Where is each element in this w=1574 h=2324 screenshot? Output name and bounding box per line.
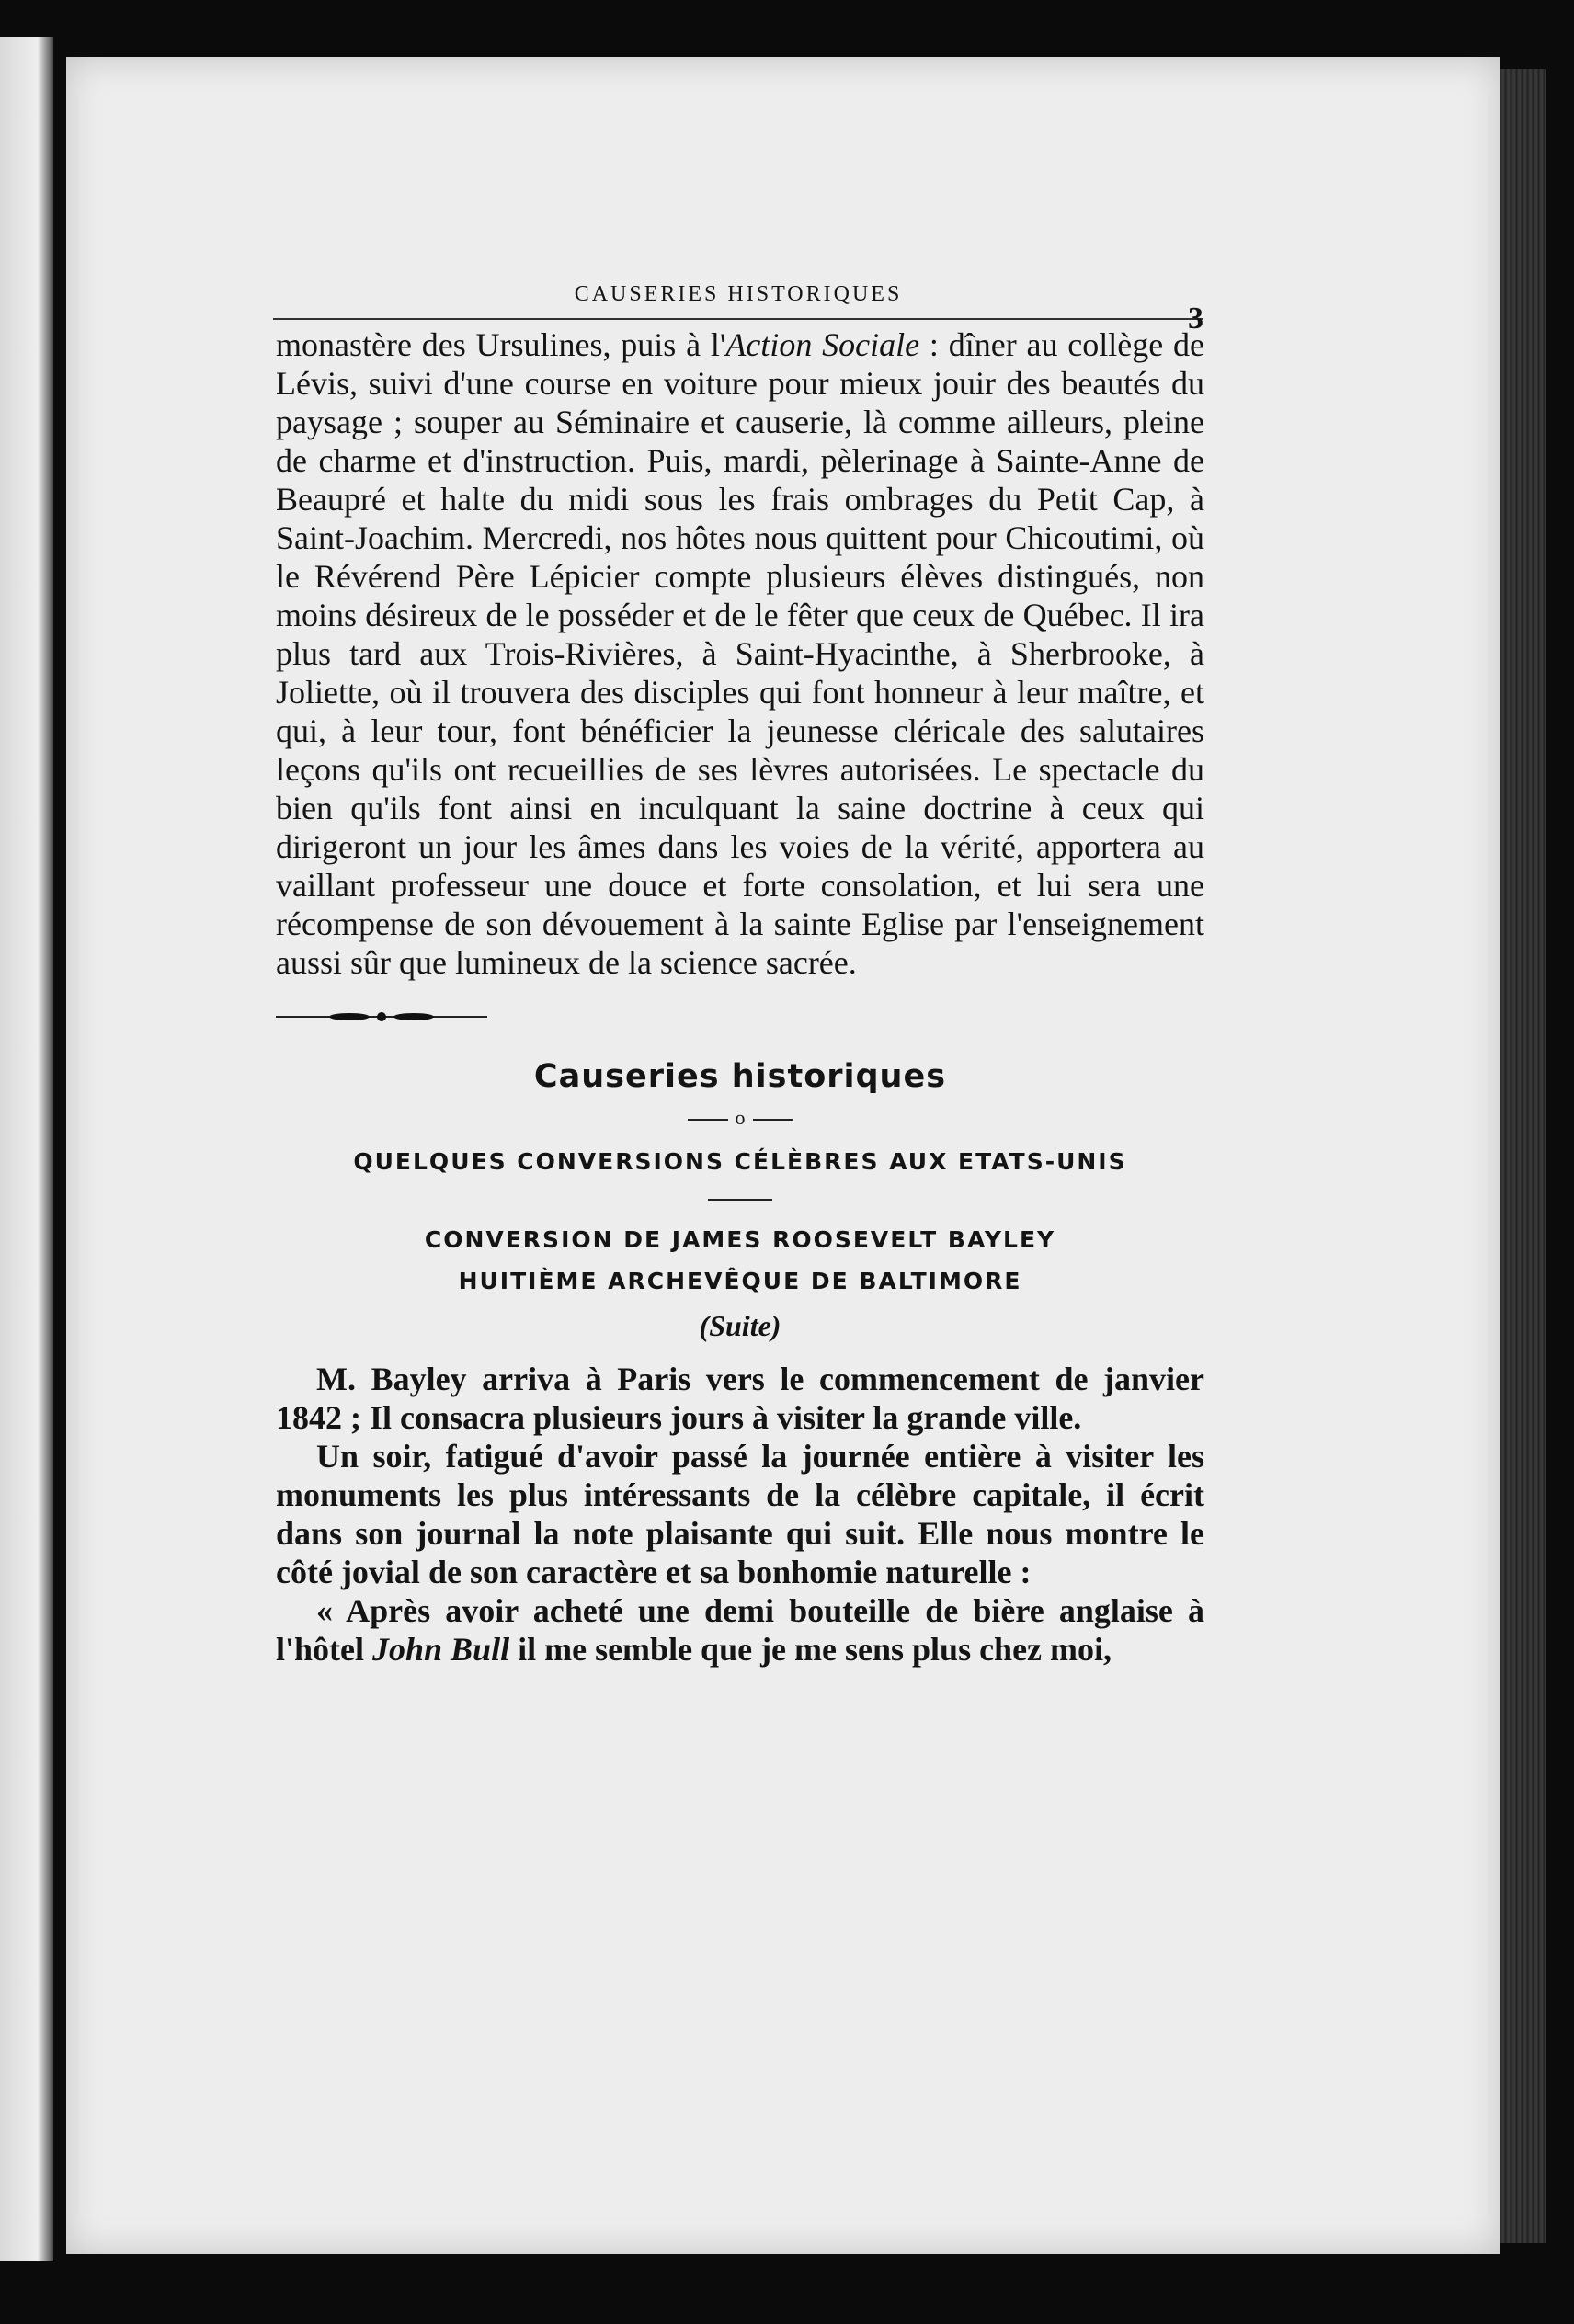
previous-page-edge — [0, 37, 53, 2261]
heading-conversion: CONVERSION DE JAMES ROOSEVELT BAYLEY — [424, 1226, 1056, 1253]
page-content — [276, 267, 1204, 1669]
section-subtitle: QUELQUES CONVERSIONS CÉLÈBRES AUX ETATS-UNIS — [353, 1148, 1127, 1175]
page-number: 3 — [1188, 302, 1203, 336]
intro-text-2: : dîner au collège de Lévis, suivi d'une course en voiture pour mieux jouir des beautés du paysage ; souper au Séminaire et causerie, là comme ailleurs, pleine de charme et d'instruction. Puis, mardi, pèlerinage à Sainte-Anne de Beaupré et halte du midi sous les frais ombrages du Petit Cap, à Saint-Joachim. Mercredi, nos hôtes nous quittent pour Chicoutimi, où le Révérend Père Lépicier compte plusieurs élèves distingués, non moins désireux de le posséder et de le fêter que ceux de Québec. Il ira plus tard aux Trois-Rivières, à Saint-Hyacinthe, à Sherbrooke, à Joliette, où il trouvera des disciples qui font honneur à leur maître, et qui, à leur tour, font bénéficier la jeunesse cléricale des salutaires leçons qu'ils ont recueillies de ses lèvres autorisées. Le spectacle du bien qu'ils font ainsi en inculquant la saine doctrine à ceux qui dirigeront un jour les âmes dans les voies de la vérité, apportera au vaillant professeur une douce et forte consolation, et lui sera une récompense de son dévouement à la sainte Eglise par l'enseignement aussi sûr que lumineux de la science sacrée. — [276, 326, 1204, 981]
heading-archbishop: HUITIÈME ARCHEVÊQUE DE BALTIMORE — [458, 1268, 1022, 1294]
body-paragraph-2: Un soir, fatigué d'avoir passé la journée entière à visiter les monuments les plus intéressants de la célèbre capitale, il écrit dans son journal la note plaisante qui suit. Elle nous montre le côté jovial de son caractère et sa bonhomie naturelle : — [276, 1438, 1204, 1590]
suite-label: (Suite) — [699, 1309, 781, 1342]
running-head-title: CAUSERIES HISTORIQUES — [574, 282, 903, 306]
body-p3-end: il me semble que je me sens plus chez moi, — [509, 1631, 1112, 1668]
intro-emphasis: Action Sociale — [725, 326, 920, 363]
separator-circle: o — [735, 1106, 746, 1129]
circle-separator — [276, 1106, 1204, 1130]
ornament-divider — [276, 1008, 487, 1026]
intro-paragraph — [276, 325, 1204, 982]
body-p3-start: « Après avoir acheté une demi bouteille de bière anglaise à l'hôtel — [276, 1592, 1204, 1668]
section-title: Causeries historiques — [533, 1058, 947, 1095]
body-paragraph-1: M. Bayley arriva à Paris vers le commencement de janvier 1842 ; Il consacra plusieurs jours à visiter la grande ville. — [276, 1361, 1204, 1436]
page-stack-edge — [1500, 69, 1546, 2243]
intro-text-1: monastère des Ursulines, puis à l' — [276, 326, 726, 363]
body-paragraph-3 — [276, 1591, 1204, 1669]
short-rule — [708, 1199, 772, 1201]
running-head — [273, 267, 1203, 336]
body-p3-emphasis: John Bull — [372, 1631, 510, 1668]
